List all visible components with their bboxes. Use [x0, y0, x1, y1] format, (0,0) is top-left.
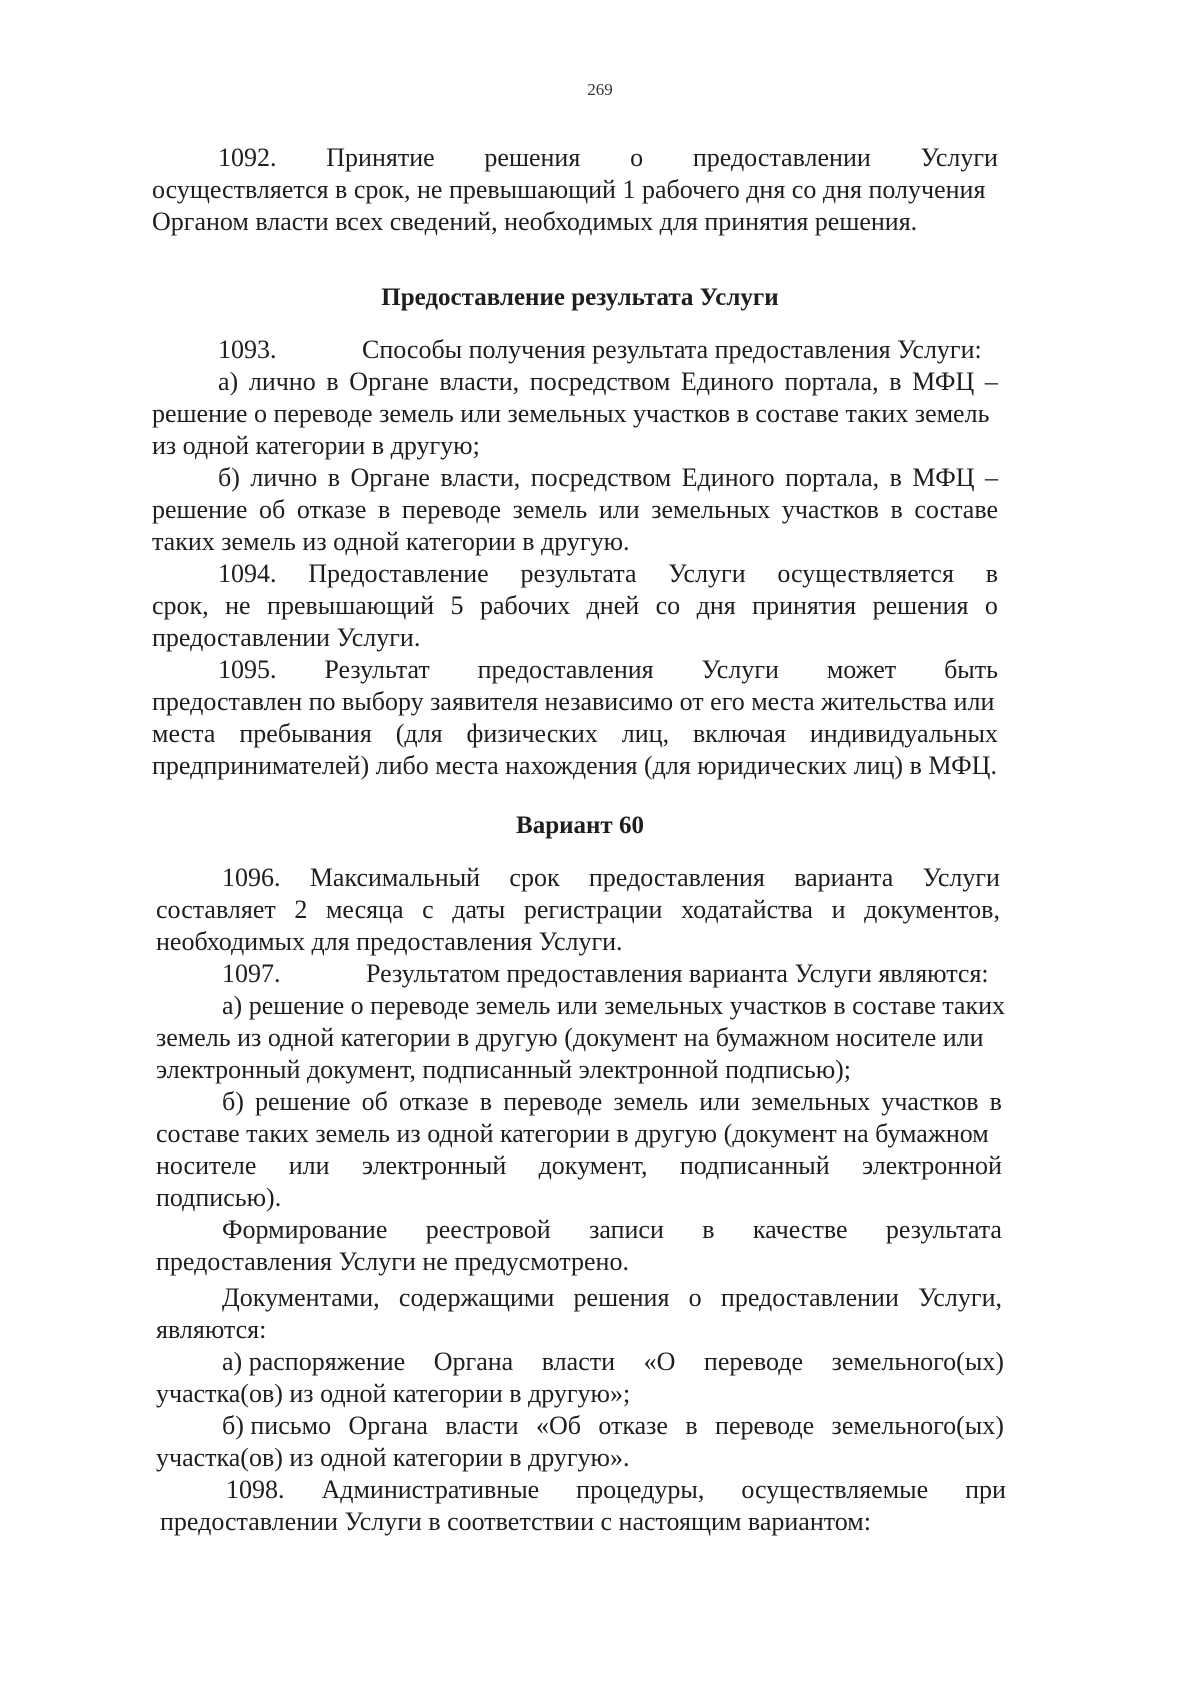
word: подписанный: [679, 1151, 830, 1180]
word: о: [630, 143, 644, 172]
word: а): [218, 367, 239, 396]
section-heading-result: Предоставление результата Услуги: [381, 284, 779, 311]
word: Услуги: [920, 143, 998, 172]
word: Органа: [348, 1411, 428, 1440]
word: документов,: [864, 895, 1000, 924]
decision-document-a-line-2: участка(ов) из одной категории в другую»;: [156, 1379, 631, 1408]
word: с: [422, 895, 434, 924]
word: портала,: [785, 463, 880, 492]
word: или: [288, 1151, 330, 1180]
word: земельных: [751, 1087, 871, 1116]
paragraph-1093-a-line-2: решение о переводе земель или земельных участков в составе таких земель: [152, 399, 990, 428]
word: посредством: [529, 367, 671, 396]
registry-record-line-2: предоставления Услуги не предусмотрено.: [156, 1247, 629, 1276]
word: отказе: [296, 495, 367, 524]
paragraph-1097-b-line-1: [222, 1086, 1002, 1118]
word: Принятие: [326, 143, 435, 172]
paragraph-1098-line-2: предоставлении Услуги в соответствии с настоящим вариантом:: [160, 1507, 871, 1536]
word: переводе: [715, 1411, 815, 1440]
word: переводе: [401, 495, 502, 524]
word: со: [655, 591, 681, 620]
paragraph-1093-a-line-3: из одной категории в другую;: [152, 431, 480, 460]
word: –: [985, 463, 998, 492]
paragraph-1093-number: 1093.: [218, 335, 277, 364]
word: отказе: [399, 1087, 469, 1116]
word: Максимальный: [309, 863, 481, 892]
word: содержащими: [398, 1283, 555, 1312]
word: рабочих: [480, 591, 571, 620]
word: пребывания: [239, 719, 372, 748]
word: срок: [509, 863, 560, 892]
word: Единого: [680, 367, 774, 396]
paragraph-1097-text: Результатом предоставления варианта Услуги являются:: [366, 959, 989, 988]
word: Результат: [324, 655, 430, 684]
word: 5: [450, 591, 464, 620]
word: электронный: [361, 1151, 507, 1180]
word: Услуги,: [918, 1283, 1002, 1312]
paragraph-1097-a-line-3: электронный документ, подписанный электронной подписью);: [156, 1055, 852, 1084]
page-number: 269: [587, 80, 613, 99]
word: власти: [445, 1411, 519, 1440]
paragraph-1095-line-4: предпринимателей) либо места нахождения (для юридических лиц) в МФЦ.: [152, 751, 997, 780]
word: участков: [781, 495, 879, 524]
word: МФЦ: [912, 367, 975, 396]
word: 1094.: [218, 559, 277, 588]
word: земельного(ых): [831, 1347, 1004, 1376]
word: решение: [152, 495, 248, 524]
word: или: [699, 1087, 741, 1116]
word: месяца: [325, 895, 404, 924]
word: в: [326, 367, 339, 396]
paragraph-1097-b-line-2: составе таких земель из одной категории в другую (документ на бумажном: [156, 1119, 989, 1148]
word: места: [152, 719, 216, 748]
word: составляет: [156, 895, 276, 924]
decision-documents-line-2: являются:: [156, 1315, 267, 1344]
word: и: [831, 895, 846, 924]
word: в: [889, 367, 902, 396]
word: Документами,: [222, 1283, 380, 1312]
paragraph-1097-a-line-1: а) решение о переводе земель или земельных участков в составе таких: [222, 991, 1005, 1020]
word: качестве: [752, 1215, 848, 1244]
word: отказе: [598, 1411, 668, 1440]
word: б) письмо: [222, 1411, 332, 1440]
paragraph-1095-line-3: [152, 718, 998, 750]
word: реестровой: [425, 1215, 551, 1244]
word: регистрации: [523, 895, 663, 924]
word: быть: [944, 655, 998, 684]
paragraph-1094-line-2: [152, 590, 998, 622]
section-heading-variant: Вариант 60: [516, 812, 644, 839]
word: решения: [573, 1283, 670, 1312]
word: результата: [520, 559, 637, 588]
word: лиц,: [621, 719, 670, 748]
word: включая: [693, 719, 786, 748]
word: (для: [395, 719, 443, 748]
paragraph-1093-b-line-2: [152, 494, 998, 526]
word: принятия: [752, 591, 857, 620]
paragraph-1093-a-line-1: [218, 366, 998, 398]
word: в: [989, 1087, 1002, 1116]
paragraph-1097-a-line-2: земель из одной категории в другую (документ на бумажном носителе или: [156, 1023, 984, 1052]
paragraph-1098-line-1: [226, 1474, 1006, 1506]
word: Предоставление: [308, 559, 489, 588]
word: дней: [586, 591, 640, 620]
decision-document-a-line-1: [222, 1346, 1004, 1378]
paragraph-1092-line-3: Органом власти всех сведений, необходимых для принятия решения.: [152, 207, 918, 236]
paragraph-1094-line-1: [218, 558, 998, 590]
word: в: [327, 463, 341, 492]
word: физических: [466, 719, 598, 748]
word: решения: [872, 591, 969, 620]
word: в: [378, 495, 391, 524]
word: о: [688, 1283, 702, 1312]
word: в: [890, 495, 903, 524]
word: Органе: [350, 463, 430, 492]
word: переводе: [703, 1347, 804, 1376]
word: об: [259, 495, 286, 524]
word: Единого: [681, 463, 775, 492]
word: индивидуальных: [809, 719, 998, 748]
word: Формирование: [222, 1215, 388, 1244]
word: земель: [512, 495, 588, 524]
word: предоставлении: [692, 143, 871, 172]
paragraph-1095-line-1: [218, 654, 998, 686]
word: Органе: [349, 367, 429, 396]
word: Услуги: [701, 655, 779, 684]
word: записи: [589, 1215, 664, 1244]
word: лично: [248, 367, 316, 396]
word: Услуги: [922, 863, 1000, 892]
word: об: [361, 1087, 388, 1116]
word: дня: [696, 591, 736, 620]
word: решения: [484, 143, 581, 172]
word: варианта: [794, 863, 894, 892]
word: Административные: [321, 1475, 540, 1504]
word: участков: [881, 1087, 979, 1116]
paragraph-1095-line-2: предоставлен по выбору заявителя независимо от его места жительства или: [152, 687, 995, 716]
word: в: [479, 1087, 493, 1116]
word: Услуги: [668, 559, 746, 588]
word: в: [685, 1411, 698, 1440]
word: документ,: [538, 1151, 648, 1180]
word: власти: [541, 1347, 616, 1376]
word: 1092.: [218, 143, 277, 172]
word: может: [826, 655, 897, 684]
word: в: [889, 463, 902, 492]
word: а) распоряжение: [222, 1347, 406, 1376]
word: 1098.: [226, 1475, 285, 1504]
word: осуществляемые: [741, 1475, 929, 1504]
word: предоставления: [588, 863, 765, 892]
word: электронной: [862, 1151, 1002, 1180]
word: «Об: [535, 1411, 581, 1440]
word: срок,: [152, 591, 209, 620]
word: 1096.: [222, 863, 281, 892]
decision-document-b-line-2: участка(ов) из одной категории в другую».: [156, 1443, 630, 1472]
word: или: [598, 495, 640, 524]
paragraph-1096-line-2: [156, 894, 1000, 926]
word: лично: [250, 463, 318, 492]
word: земельного(ых): [831, 1411, 1004, 1440]
word: –: [984, 367, 998, 396]
paragraph-1092-line-1: [218, 142, 998, 174]
paragraph-1097-number: 1097.: [222, 959, 281, 988]
paragraph-1093-text: Способы получения результата предоставления Услуги:: [362, 335, 982, 364]
word: власти,: [440, 463, 521, 492]
word: б): [218, 463, 240, 492]
word: власти,: [439, 367, 520, 396]
word: 2: [294, 895, 308, 924]
word: предоставлении: [720, 1283, 899, 1312]
paragraph-1097-b-line-4: подписью).: [156, 1183, 282, 1212]
paragraph-1093-b-line-1: [218, 462, 998, 494]
paragraph-1097-b-line-3: [156, 1150, 1002, 1182]
word: не: [225, 591, 251, 620]
word: результата: [885, 1215, 1002, 1244]
word: земель: [613, 1087, 689, 1116]
word: 1095.: [218, 655, 277, 684]
paragraph-1094-line-3: предоставлении Услуги.: [152, 623, 421, 652]
word: осуществляется: [777, 559, 954, 588]
word: б): [222, 1087, 244, 1116]
paragraph-1096-line-1: [222, 862, 1000, 894]
word: «О: [643, 1347, 676, 1376]
word: при: [965, 1475, 1006, 1504]
word: ходатайства: [681, 895, 813, 924]
paragraph-1092-line-2: осуществляется в срок, не превышающий 1 рабочего дня со дня получения: [152, 175, 986, 204]
word: переводе: [503, 1087, 603, 1116]
word: в: [985, 559, 998, 588]
word: превышающий: [267, 591, 435, 620]
word: портала,: [784, 367, 879, 396]
word: МФЦ: [912, 463, 975, 492]
paragraph-1093-b-line-3: таких земель из одной категории в другую.: [152, 527, 630, 556]
word: предоставления: [477, 655, 654, 684]
word: Органа: [433, 1347, 514, 1376]
paragraph-1096-line-3: необходимых для предоставления Услуги.: [156, 927, 623, 956]
word: земельных: [651, 495, 771, 524]
word: в: [702, 1215, 715, 1244]
decision-document-b-line-1: [222, 1410, 1004, 1442]
word: процедуры,: [576, 1475, 705, 1504]
word: даты: [452, 895, 506, 924]
word: посредством: [530, 463, 672, 492]
registry-record-line-1: [222, 1214, 1002, 1246]
decision-documents-line-1: [222, 1282, 1002, 1314]
word: носителе: [156, 1151, 257, 1180]
word: о: [984, 591, 998, 620]
word: решение: [255, 1087, 351, 1116]
word: составе: [914, 495, 998, 524]
